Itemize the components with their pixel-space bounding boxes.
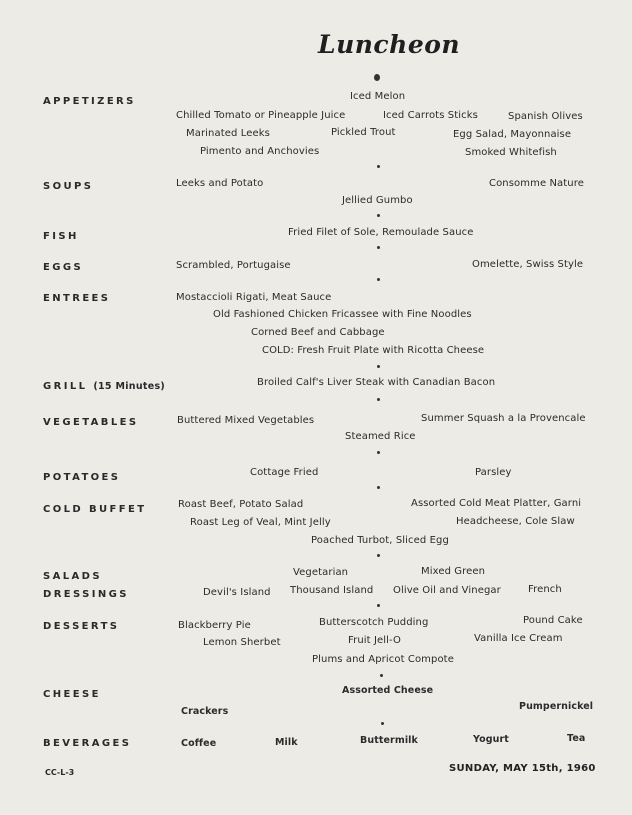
- menu-item: Summer Squash a la Provencale: [421, 413, 586, 424]
- menu-item: Buttered Mixed Vegetables: [177, 415, 315, 426]
- menu-item: Scrambled, Portugaise: [176, 260, 291, 271]
- menu-item: Omelette, Swiss Style: [472, 259, 584, 270]
- menu-item: Fried Filet of Sole, Remoulade Sauce: [288, 227, 474, 238]
- menu-item: Pound Cake: [523, 615, 583, 626]
- category-cheese: CHEESE: [43, 689, 101, 700]
- menu-item: Thousand Island: [290, 585, 374, 596]
- separator-dot: [377, 451, 380, 454]
- menu-item: Spanish Olives: [508, 111, 583, 122]
- menu-item: Buttermilk: [360, 735, 418, 746]
- menu-item: Poached Turbot, Sliced Egg: [311, 535, 449, 546]
- category-beverages: BEVERAGES: [43, 738, 132, 749]
- separator-dot: [377, 554, 380, 557]
- menu-item: Iced Carrots Sticks: [383, 110, 478, 121]
- category-desserts: DESSERTS: [43, 621, 120, 632]
- separator-dot: [381, 722, 384, 725]
- menu-date: SUNDAY, MAY 15th, 1960: [449, 763, 596, 774]
- menu-code: CC-L-3: [45, 768, 75, 777]
- category-dressings: DRESSINGS: [43, 589, 129, 600]
- separator-dot: [380, 674, 383, 677]
- menu-item: Iced Melon: [350, 91, 406, 102]
- menu-item: Broiled Calf's Liver Steak with Canadian Bacon: [257, 377, 496, 388]
- menu-item: Plums and Apricot Compote: [312, 654, 454, 665]
- menu-item: Crackers: [181, 706, 229, 717]
- separator-dot: [374, 74, 380, 81]
- separator-dot: [377, 278, 380, 281]
- menu-item: French: [528, 584, 562, 595]
- menu-item: Coffee: [181, 738, 217, 749]
- grill-time-note: (15 Minutes): [93, 381, 166, 392]
- menu-title: Luncheon: [318, 30, 461, 59]
- category-vegetables: VEGETABLES: [43, 417, 139, 428]
- category-eggs: EGGS: [43, 262, 84, 273]
- menu-item: Pickled Trout: [331, 127, 396, 138]
- menu-item: Milk: [275, 737, 298, 748]
- separator-dot: [377, 604, 380, 607]
- menu-item: Fruit Jell-O: [348, 635, 401, 646]
- category-cold-buffet: COLD BUFFET: [43, 504, 147, 515]
- menu-item: Butterscotch Pudding: [319, 617, 429, 628]
- menu-item: Old Fashioned Chicken Fricassee with Fine Noodles: [213, 309, 472, 320]
- category-appetizers: APPETIZERS: [43, 96, 136, 107]
- menu-item: Assorted Cheese: [342, 685, 434, 696]
- menu-item: Cottage Fried: [250, 467, 319, 478]
- menu-item: Assorted Cold Meat Platter, Garni: [411, 498, 582, 509]
- menu-item: Smoked Whitefish: [465, 147, 557, 158]
- menu-item: Pumpernickel: [519, 701, 594, 712]
- separator-dot: [377, 165, 380, 168]
- separator-dot: [377, 365, 380, 368]
- menu-item: Devil's Island: [203, 587, 271, 598]
- menu-item: Blackberry Pie: [178, 620, 251, 631]
- menu-item: COLD: Fresh Fruit Plate with Ricotta Cheese: [262, 345, 485, 356]
- separator-dot: [377, 246, 380, 249]
- separator-dot: [377, 486, 380, 489]
- menu-item: Consomme Nature: [489, 178, 584, 189]
- menu-item: Pimento and Anchovies: [200, 146, 320, 157]
- separator-dot: [377, 398, 380, 401]
- menu-item: Egg Salad, Mayonnaise: [453, 129, 572, 140]
- menu-item: Roast Leg of Veal, Mint Jelly: [190, 517, 331, 528]
- menu-item: Yogurt: [473, 734, 509, 745]
- menu-item: Lemon Sherbet: [203, 637, 281, 648]
- menu-item: Chilled Tomato or Pineapple Juice: [176, 110, 346, 121]
- menu-item: Mostaccioli Rigati, Meat Sauce: [176, 292, 332, 303]
- menu-item: Vanilla Ice Cream: [474, 633, 563, 644]
- menu-item: Jellied Gumbo: [342, 195, 413, 206]
- menu-item: Olive Oil and Vinegar: [393, 585, 501, 596]
- menu-item: Vegetarian: [293, 567, 349, 578]
- menu-item: Parsley: [475, 467, 512, 478]
- category-entrees: ENTREES: [43, 293, 111, 304]
- menu-item: Marinated Leeks: [186, 128, 270, 139]
- category-salads: SALADS: [43, 571, 102, 582]
- menu-item: Steamed Rice: [345, 431, 416, 442]
- category-grill: [43, 381, 165, 392]
- menu-item: Headcheese, Cole Slaw: [456, 516, 575, 527]
- separator-dot: [377, 214, 380, 217]
- menu-item: Corned Beef and Cabbage: [251, 327, 385, 338]
- category-soups: SOUPS: [43, 181, 94, 192]
- category-fish: FISH: [43, 231, 79, 242]
- menu-item: Roast Beef, Potato Salad: [178, 499, 304, 510]
- menu-item: Mixed Green: [421, 566, 486, 577]
- category-grill-label: GRILL: [43, 381, 88, 392]
- category-potatoes: POTATOES: [43, 472, 121, 483]
- menu-item: Tea: [567, 733, 586, 744]
- menu-item: Leeks and Potato: [176, 178, 264, 189]
